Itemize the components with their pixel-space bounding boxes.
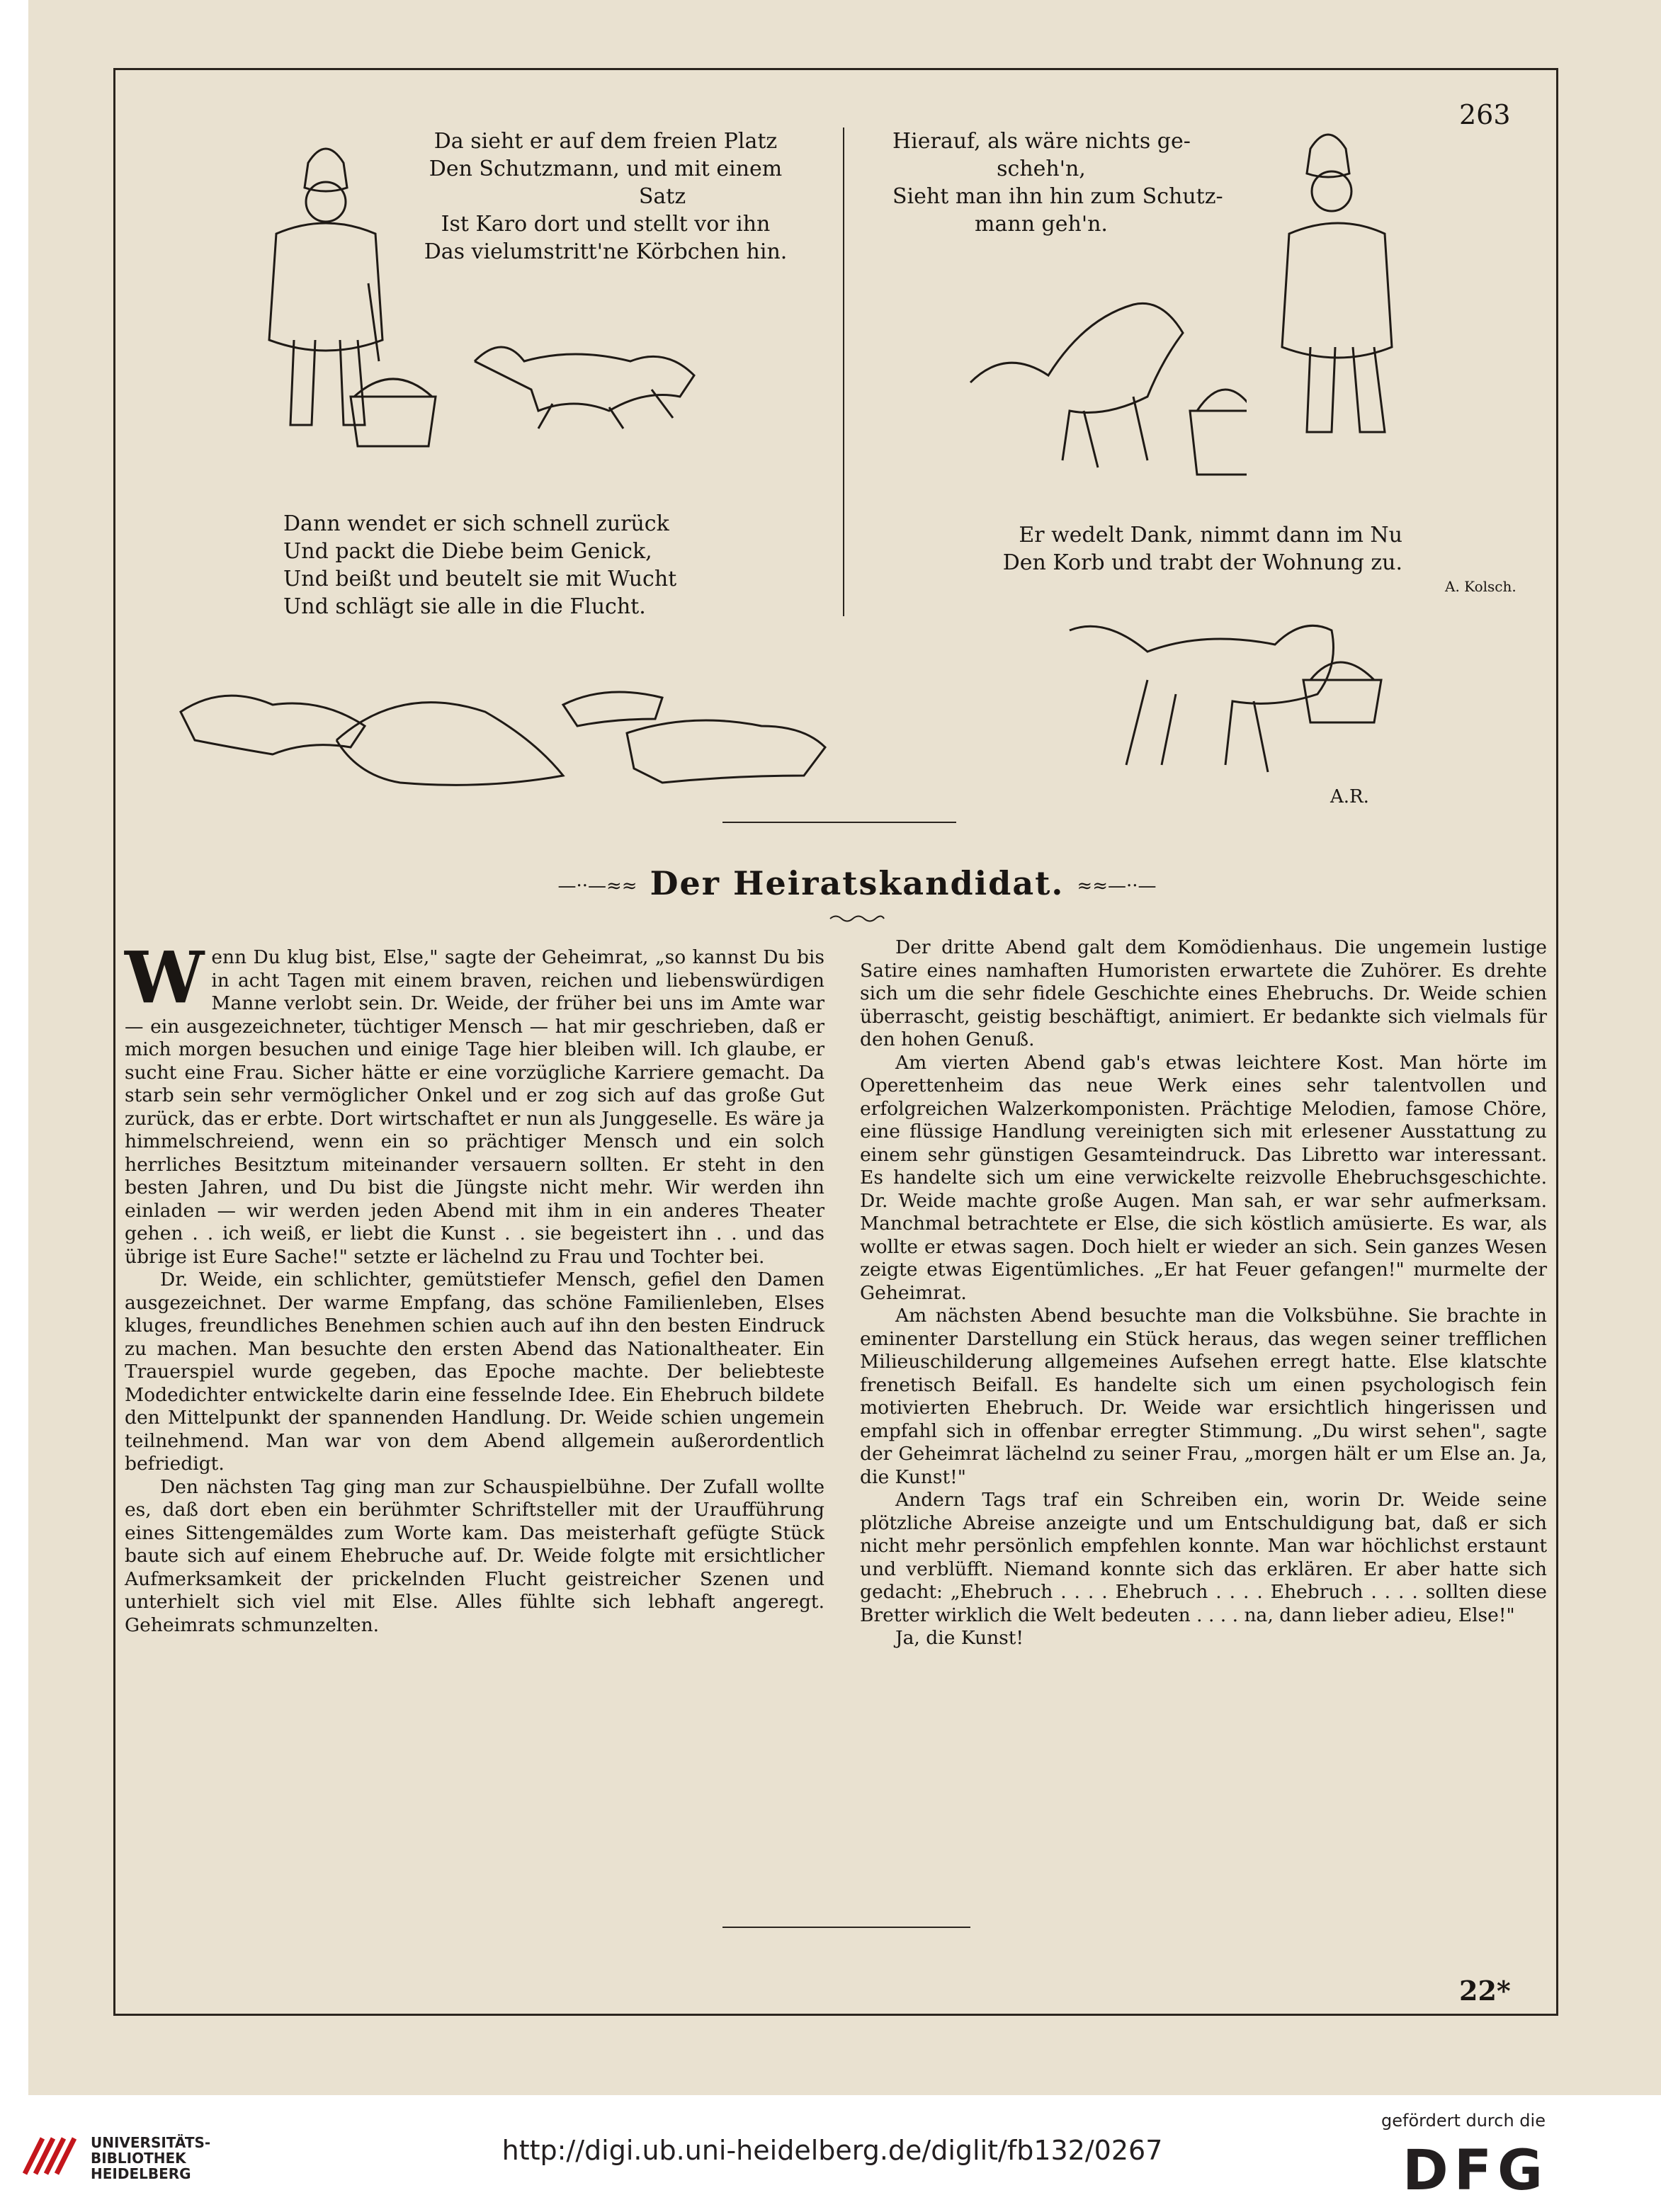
title-flourish	[829, 914, 885, 924]
verse-line: Sieht man ihn hin zum Schutz-	[892, 184, 1223, 209]
article-title: Der Heiratskandidat.	[650, 864, 1065, 902]
verse-line: Hierauf, als wäre nichts ge-	[892, 129, 1191, 154]
article-column-right	[860, 936, 1547, 1650]
verse-line: Da sieht er auf dem freien Platz	[433, 129, 778, 154]
policeman-illustration-right	[1261, 113, 1424, 446]
verse-line: Er wedelt Dank, nimmt dann im Nu	[1019, 523, 1402, 548]
right-ornament: ≈≈—··—	[1077, 875, 1157, 897]
dog-running-illustration	[467, 333, 708, 432]
dog-carrying-basket-illustration	[1062, 602, 1417, 793]
paragraph: Wenn Du klug bist, Else," sagte der Geheimrat, „so kannst Du bis in acht Tagen mit einem braven, reichen und liebenswürdigen Manne verlobt sein. Dr. Weide, der früher bei uns im Amte war — ein ausgezeichneter, tüchtiger Mensch — hat mir geschrieben, daß er mich morgen besuchen und einige Tage hier bleiben will. Ich glaube, er sucht eine Frau. Sicher hätte er eine vorzügliche Karriere gemacht. Da starb sein sehr vermöglicher Onkel und er zog sich auf das große Gut zurück, das er erbte. Dort wirtschaftet er nun als Junggeselle. Es wäre ja himmelschreiend, wenn ein so prächtiger Mensch und ein solch herrliches Besitztum miteinander versauern sollten. Er steht in den besten Jahren, und Du bist die Jüngste nicht mehr. Wir werden ihn einladen — wir werden jeden Abend mit ihm in ein anderes Theater gehen . . ich weiß, er liebt die Kunst . . sie begeistert ihn . . und das übrige ist Eure Sache!" setzte er lächelnd zu Frau und Tochter bei.	[125, 936, 824, 1268]
verse-line: mann geh'n.	[975, 212, 1108, 237]
paragraph: Ja, die Kunst!	[895, 1627, 1024, 1649]
poem-stanza-1	[404, 127, 807, 266]
left-ornament: —··—≈≈	[557, 875, 637, 897]
poem-stanza-4	[977, 521, 1402, 577]
paragraph: Den nächsten Tag ging man zur Schauspielbühne. Der Zufall wollte es, daß dort eben ein berühmter Schriftsteller mit der Uraufführung eines Sittengemäldes zum Worte kam. Das meisterhaft gefügte Stück baute sich auf einem Ehebruche auf. Dr. Weide folgte mit ersichtlicher Aufmerksamkeit der prickelnden Flucht geistreicher Szenen und unterhielt sich viel mit Else. Alles fühlte sich lebhaft angeregt. Geheimrats schmunzelten.	[125, 1475, 824, 1636]
library-name: UNIVERSITÄTS- BIBLIOTHEK HEIDELBERG	[91, 2134, 211, 2182]
library-logo-icon	[21, 2135, 81, 2177]
article-title-block	[524, 864, 1190, 902]
verse-line: Dann wendet er sich schnell zurück	[283, 511, 669, 536]
paragraph: Andern Tags traf ein Schreiben ein, worin Dr. Weide seine plötzliche Abreise anzeigte und um Entschuldigung bat, daß er sich nicht mehr persönlich empfehlen konnte. Man war höchlichst erstaunt und verblüfft. Niemand konnte sich das erklären. Er aber hatte sich gedacht: „Ehebruch . . . . Ehebruch . . . . Ehebruch . . . . sollten diese Bretter wirklich die Welt bedeuten . . . . na, dann lieber adieu, Else!"	[860, 1489, 1547, 1626]
poem-stanza-3	[283, 510, 722, 620]
basket-illustration-left	[340, 368, 446, 453]
dogs-fight-illustration	[166, 655, 839, 797]
end-separator	[722, 1927, 970, 1928]
section-separator	[722, 822, 956, 823]
verse-line: Den Schutzmann, und mit einem	[429, 157, 783, 181]
poem-author: A. Kolsch.	[1445, 578, 1517, 595]
funded-by-label: gefördert durch die	[1381, 2111, 1546, 2131]
signature-mark: 22*	[1459, 1975, 1511, 2007]
verse-line: Satz	[638, 184, 686, 209]
paragraph: Am vierten Abend gab's etwas leichtere Kost. Man hörte im Operettenheim das neue Werk eines sehr talentvollen und erfolgreichen Walzerkomponisten. Prächtige Melodien, famose Chöre, eine flüssige Handlung vereinigten sich mit erlesener Ausstattung zu einem sehr günstigen Gesamteindruck. Das Libretto war interessant. Es handelte sich um eine verwickelte reizvolle Ehebruchsgeschichte. Dr. Weide machte große Augen. Man sah, er war sehr aufmerksam. Manchmal betrachtete er Else, die sich köstlich amüsierte. Es war, als wollte er etwas sagen. Doch hielt er wieder an sich. Sein ganzes Wesen zeigte etwas Eigentümliches. „Er hat Feuer gefangen!" murmelte der Geheimrat.	[860, 1051, 1547, 1304]
verse-line: Das vielumstritt'ne Körbchen hin.	[424, 239, 788, 264]
permalink-url[interactable]: http://digi.ub.uni-heidelberg.de/diglit/fb132/0267	[501, 2135, 1163, 2166]
verse-line: Und packt die Diebe beim Genick,	[283, 539, 652, 564]
paragraph: Der dritte Abend galt dem Komödienhaus. Die ungemein lustige Satire eines namhaften Humoristen erwartete die Zuhörer. Es drehte sich um die sehr fidele Geschichte eines Ehebruchs. Dr. Weide schien überrascht, geistig beschäftigt, animiert. Er bedankte sich vielmals für den hohen Genuß.	[860, 936, 1547, 1050]
dog-with-basket-illustration	[963, 276, 1247, 482]
page-number: 263	[1459, 99, 1511, 130]
verse-line: Den Korb und trabt der Wohnung zu.	[1002, 550, 1402, 575]
article-column-left	[125, 936, 824, 1637]
verse-line: Und schlägt sie alle in die Flucht.	[283, 594, 646, 619]
paragraph: Am nächsten Abend besuchte man die Volksbühne. Sie brachte in eminenter Darstellung ein Stück heraus, das wegen seiner trefflichen Milieuschilderung allgemeines Aufsehen erregt hatte. Else klatschte frenetisch Beifall. Es handelte sich um einen psychologisch fein motivierten Ehebruch. Dr. Weide war ersichtlich hingerissen und empfahl sich in offenbar erregter Stimmung. „Du wirst sehen", sagte der Geheimrat lächelnd zu seiner Frau, „morgen hält er um Else an. Ja, die Kunst!"	[860, 1305, 1547, 1488]
poem-column-divider	[843, 127, 844, 616]
drop-cap: W	[125, 936, 205, 1019]
poem-stanza-2	[892, 127, 1223, 238]
illustrator-mark: A.R.	[1330, 786, 1369, 807]
verse-line: Und beißt und beutelt sie mit Wucht	[283, 567, 677, 591]
dfg-logo: DFG	[1402, 2139, 1549, 2203]
verse-line: Ist Karo dort und stellt vor ihn	[441, 212, 771, 237]
paragraph: Dr. Weide, ein schlichter, gemütstiefer Mensch, gefiel den Damen ausgezeichnet. Der warme Empfang, das schöne Familienleben, Elses kluges, freundliches Benehmen schien auch auf ihn den besten Eindruck zu machen. Man besuchte den ersten Abend das Nationaltheater. Ein Trauerspiel wurde gegeben, das Epoche machte. Der beliebteste Modedichter entwickelte darin eine fesselnde Idee. Ein Ehebruch bildete den Mittelpunkt der spannenden Handlung. Dr. Weide schien ungemein teilnehmend. Man war von dem Abend allgemein außerordentlich befriedigt.	[125, 1269, 824, 1475]
verse-line: scheh'n,	[997, 157, 1086, 181]
